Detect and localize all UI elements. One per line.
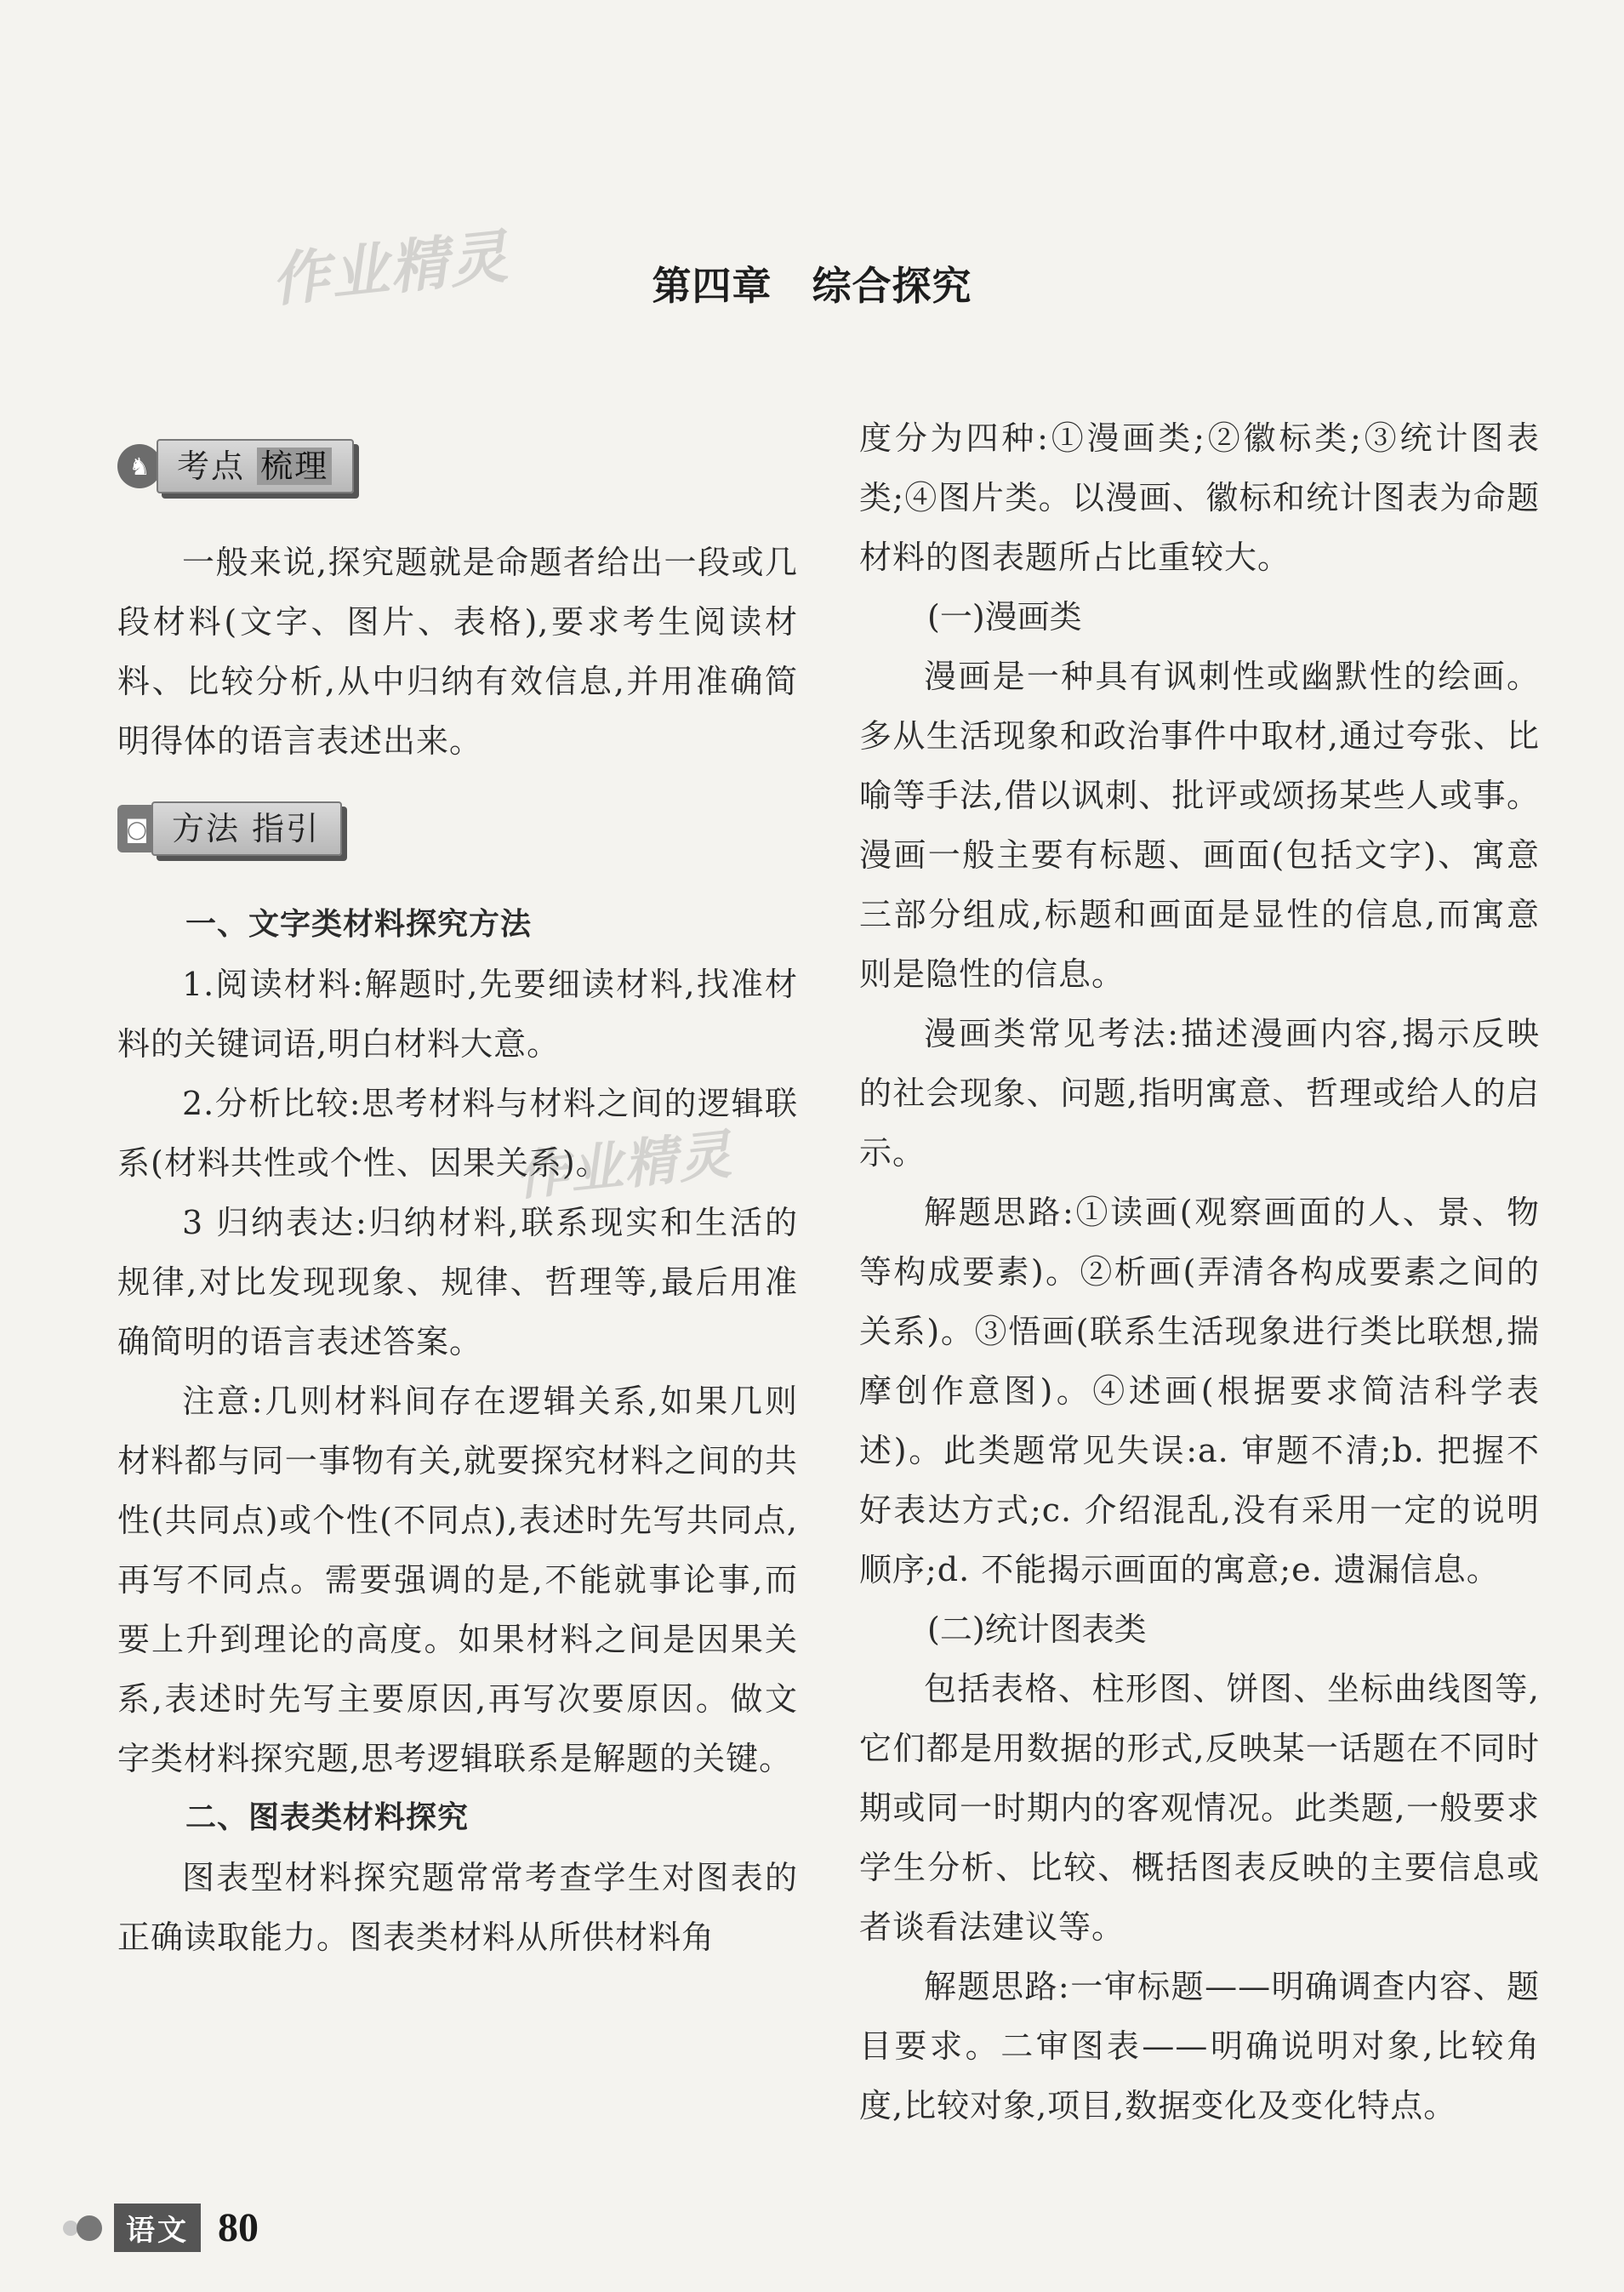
robot-icon: ◙ bbox=[117, 805, 157, 852]
badge-kaodian-label bbox=[157, 439, 354, 493]
circle-icon bbox=[77, 2215, 102, 2241]
comic-exam-forms: 漫画类常见考法:描述漫画内容,揭示反映的社会现象、问题,指明寓意、哲理或给人的启示。 bbox=[859, 1015, 1540, 1172]
badge-kaodian-text-a: 考点 bbox=[177, 448, 246, 485]
method-note: 注意:几则材料间存在逻辑关系,如果几则材料都与同一事物有关,就要探究材料之间的共性(共同点)或个性(不同点),表述时先写共同点,再写不同点。需要强调的是,不能就事论事,而要上升到理论的高度。如果材料之间是因果关系,表述时先写主要原因,再写次要原因。做文字类材料探究题,思考逻辑联系是解题的关键。 bbox=[117, 1383, 798, 1777]
chart-types: 度分为四种:①漫画类;②徽标类;③统计图表类;④图片类。以漫画、徽标和统计图表为命题材料的图表题所占比重较大。 bbox=[859, 419, 1540, 576]
watermark-middle: 作业精灵 bbox=[512, 1122, 736, 1208]
statistics-definition: 包括表格、柱形图、饼图、坐标曲线图等,它们都是用数据的形式,反映某一话题在不同时期或同一时期内的客观情况。此类题,一般要求学生分析、比较、概括图表反映的主要信息或者谈看法建议等。 bbox=[859, 1670, 1540, 1946]
badge-fangfa-label: 方法 指引 bbox=[151, 801, 342, 856]
heading-chart-method: 二、图表类材料探究 bbox=[185, 1800, 470, 1835]
horse-icon: ♞ bbox=[117, 444, 162, 488]
statistics-solution: 解题思路:一审标题——明确调查内容、题目要求。二审图表——明确说明对象,比较角度,比较对象,项目,数据变化及变化特点。 bbox=[859, 1968, 1540, 2124]
method-step-3: 3 归纳表达:归纳材料,联系现实和生活的规律,对比发现现象、规律、哲理等,最后用准确简明的语言表述答案。 bbox=[117, 1204, 798, 1360]
method-step-2: 2.分析比较:思考材料与材料之间的逻辑联系(材料共性或个性、因果关系)。 bbox=[117, 1085, 798, 1182]
method-step-1: 1.阅读材料:解题时,先要细读材料,找准材料的关键词语,明白材料大意。 bbox=[117, 966, 798, 1063]
badge-kaodian-text-b: 梳理 bbox=[257, 448, 332, 485]
heading-text-method: 一、文字类材料探究方法 bbox=[185, 907, 533, 942]
right-column bbox=[859, 408, 1540, 2135]
chapter-title: 第四章 综合探究 bbox=[652, 263, 972, 309]
subject-label: 语文 bbox=[114, 2204, 201, 2252]
badge-fangfa bbox=[117, 798, 798, 859]
subheading-statistics: (二)统计图表类 bbox=[927, 1611, 1147, 1648]
page-footer bbox=[77, 2204, 259, 2252]
watermark-top: 作业精灵 bbox=[268, 223, 513, 316]
badge-kaodian bbox=[117, 436, 798, 497]
comic-solution: 解题思路:①读画(观察画面的人、景、物等构成要素)。②析画(弄清各构成要素之间的关系)。③悟画(联系生活现象进行类比联想,揣摩创作意图)。④述画(根据要求简洁科学表述)。此类题常见失误:a. 审题不清;b. 把握不好表达方式;c. 介绍混乱,没有采用一定的说明顺序;d. 不能揭示画面的寓意;e. 遗漏信息。 bbox=[859, 1194, 1540, 1588]
page-number: 80 bbox=[218, 2205, 259, 2250]
chart-intro: 图表型材料探究题常常考查学生对图表的正确读取能力。图表类材料从所供材料角 bbox=[117, 1859, 798, 1956]
intro-paragraph: 一般来说,探究题就是命题者给出一段或几段材料(文字、图片、表格),要求考生阅读材料、比较分析,从中归纳有效信息,并用准确简明得体的语言表述出来。 bbox=[117, 544, 798, 760]
subheading-comic: (一)漫画类 bbox=[927, 598, 1082, 636]
comic-definition: 漫画是一种具有讽刺性或幽默性的绘画。多从生活现象和政治事件中取材,通过夸张、比喻等手法,借以讽刺、批评或颂扬某些人或事。漫画一般主要有标题、画面(包括文字)、寓意三部分组成,标题和画面是显性的信息,而寓意则是隐性的信息。 bbox=[859, 658, 1540, 993]
left-column bbox=[117, 408, 798, 1967]
